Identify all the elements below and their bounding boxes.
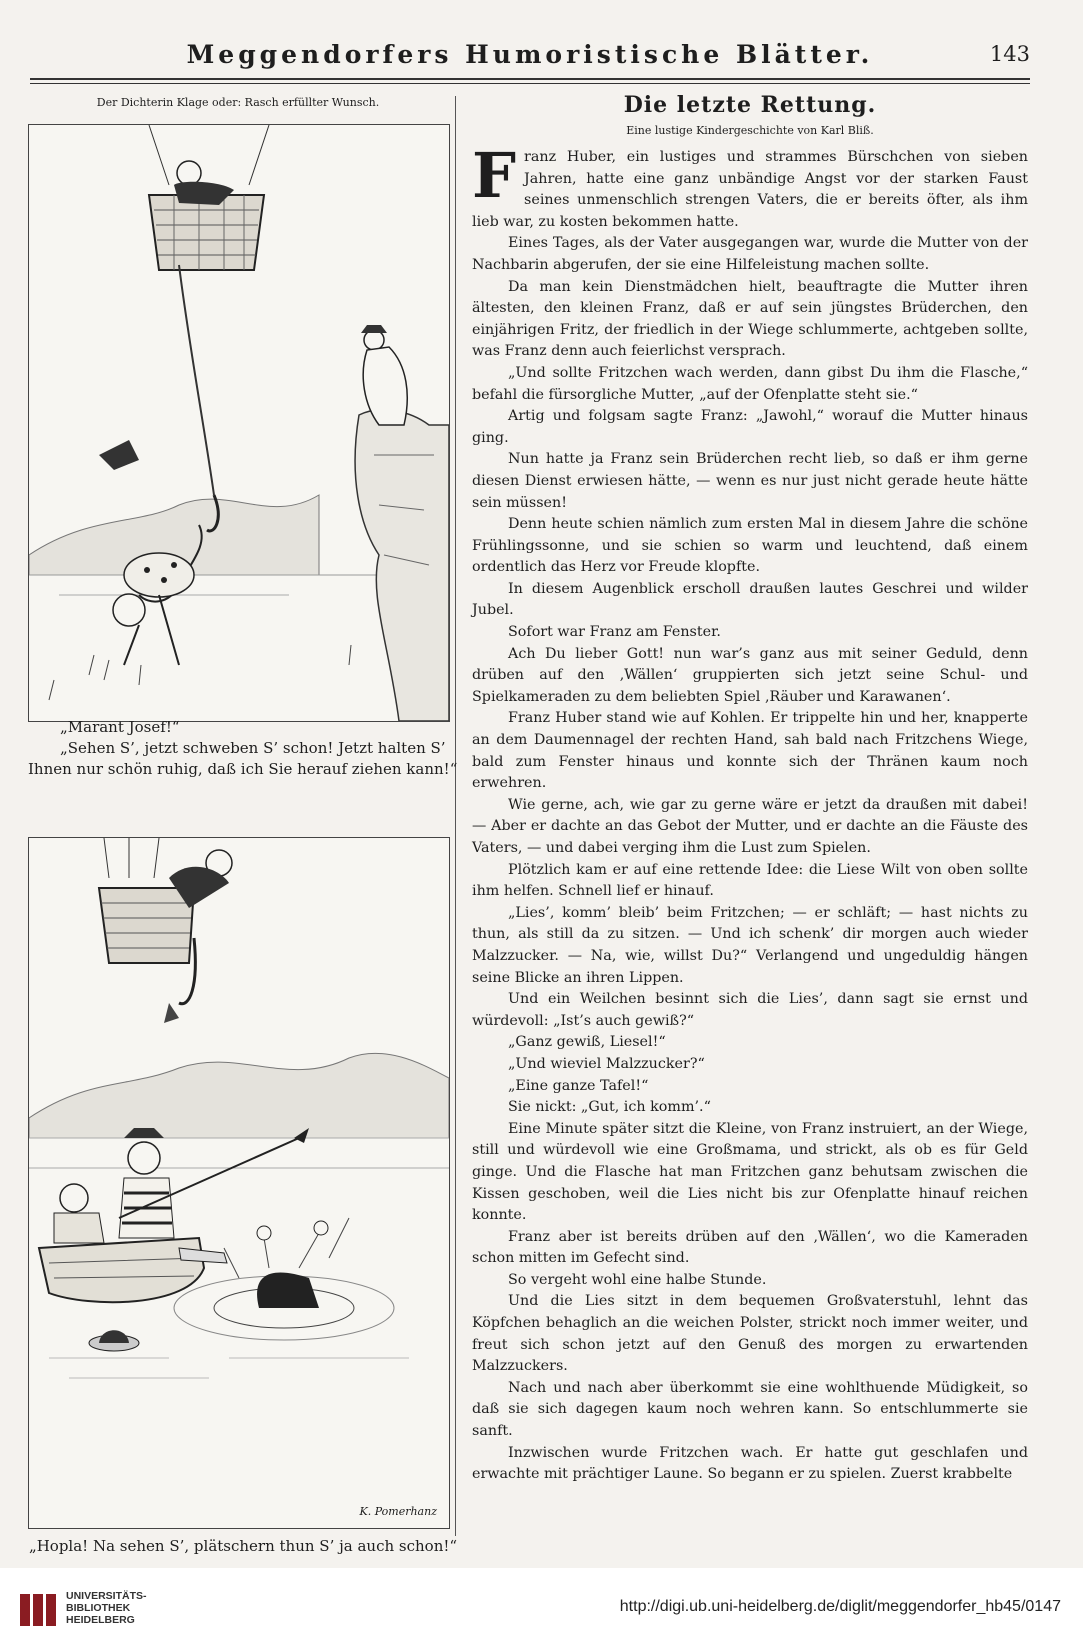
story-body: [472, 139, 1028, 1486]
journal-title: Meggendorfers Humoristische Blätter.: [186, 40, 874, 69]
story-paragraph: Und die Lies sitzt in dem bequemen Großvaterstuhl, lehnt das Köpfchen behaglich an die weichen Polster, strickt noch immer weiter, und freut sich schon jetzt auf den Genuß des morgen zu erwartenden Malzzuckers.: [472, 1293, 1028, 1375]
story-paragraph: Franz Huber stand wie auf Kohlen. Er trippelte hin und her, knapperte an dem Daumennagel der rechten Hand, sah bald nach Fritzchens Wiege, bald zum Fenster hinaus und konnte sich der Thränen kaum noch erwehren.: [472, 710, 1028, 792]
story-paragraph: „Eine ganze Tafel!“: [508, 1077, 649, 1094]
cartoon-panel-balloon: [28, 124, 450, 722]
cartoon-title: Der Dichterin Klage oder: Rasch erfüllter Wunsch.: [96, 96, 380, 109]
balloon-rescue-illustration: [29, 125, 449, 721]
header-rule-thin: [30, 83, 1030, 84]
library-name: UNIVERSITÄTS- BIBLIOTHEK HEIDELBERG: [66, 1590, 147, 1626]
story-paragraph: So vergeht wohl eine halbe Stunde.: [508, 1271, 767, 1288]
story-paragraph: Franz aber ist bereits drüben auf den ‚Wällen‘, wo die Kameraden schon mitten im Gefecht sind.: [472, 1228, 1028, 1267]
story-paragraph: Inzwischen wurde Fritzchen wach. Er hatte gut geschlafen und erwachte mit prächtiger Laune. So begann er zu spielen. Zuerst krabbelte: [472, 1444, 1028, 1483]
page-number: 143: [989, 42, 1030, 66]
cartoon-column: [28, 92, 458, 1555]
story-paragraph: „Ganz gewiß, Liesel!“: [508, 1034, 666, 1051]
story-paragraph: Sie nickt: „Gut, ich komm’.“: [508, 1099, 711, 1116]
splash-illustration: [29, 838, 449, 1528]
story-paragraph: „Lies’, komm’ bleib’ beim Fritzchen; — er schläft; — hast nichts zu thun, als still da zu sitzen. — Und ich schenk’ dir morgen auch wieder Malzzucker. — Na, wie, willst Du?“ Verlangend und ungeduldig hängen seine Blicke an ihren Lippen.: [472, 904, 1028, 986]
story-paragraph: „Und wieviel Malzzucker?“: [508, 1055, 705, 1072]
story-paragraph: Nach und nach aber überkommt sie eine wohlthuende Müdigkeit, so daß sie sich dagegen kaum noch wehren kann. So entschlummerte sie sanft.: [472, 1379, 1028, 1440]
story-column: [472, 92, 1028, 1486]
story-paragraph: Eine Minute später sitzt die Kleine, von Franz instruiert, an der Wiege, still und würdevoll wie eine Großmama, und strickt, als ob es für Geld ginge. Und die Flasche hat man Fritzchen ganz behutsam zwischen die Kissen geschoben, weil die Lies nicht bis zur Ofenplatte hinauf reichen konnte.: [472, 1120, 1028, 1224]
story-paragraph: Franz Huber, ein lustiges und strammes Bürschchen von sieben Jahren, hatte eine ganz unbändige Angst vor der starken Faust seines unmenschlich strengen Vaters, die er bereits öfter, als ihm lieb war, zu kosten bekommen hatte.: [472, 139, 1028, 230]
story-paragraph: In diesem Augenblick erscholl draußen lautes Geschrei und wilder Jubel.: [472, 580, 1028, 619]
page-header: [30, 36, 1030, 70]
story-paragraph: Nun hatte ja Franz sein Brüderchen recht lieb, so daß er ihm gerne diesen Dienst erwiesen hätte, — wenn es nur just nicht gerade heute hätte sein müssen!: [472, 451, 1028, 511]
source-url-link[interactable]: http://digi.ub.uni-heidelberg.de/diglit/meggendorfer_hb45/0147: [619, 1598, 1061, 1615]
artist-signature: K. Pomerhanz: [359, 1505, 437, 1518]
cartoon-caption-2: „Hopla! Na sehen S’, plätschern thun S’ ja auch schon!“: [28, 1537, 458, 1555]
story-paragraph: Denn heute schien nämlich zum ersten Mal in diesem Jahre die schöne Frühlingssonne, und sie schien so warm und leuchtend, daß einem ordentlich das Herz vor Freude klopfte.: [472, 516, 1028, 576]
university-library-logo-icon: [18, 1590, 58, 1630]
story-paragraph: Sofort war Franz am Fenster.: [508, 624, 721, 641]
drop-cap: F: [472, 139, 517, 212]
story-title: Die letzte Rettung.: [623, 92, 877, 118]
library-footer: [0, 1568, 1083, 1651]
story-paragraph: Ach Du lieber Gott! nun war’s ganz aus mit seiner Geduld, denn drüben auf den ‚Wällen‘ gruppierten sich jetzt seine Schul- und Spielkameraden zu dem beliebten Spiel ‚Räuber und Karawanen‘.: [472, 645, 1028, 705]
caption-dialogue: „Sehen S’, jetzt schweben S’ schon! Jetzt halten S’ Ihnen nur schön ruhig, daß ich Sie herauf ziehen kann!“: [28, 739, 458, 778]
story-paragraph: Plötzlich kam er auf eine rettende Idee: die Liese Wilt von oben sollte ihm helfen. Schnell lief er hinauf.: [472, 861, 1028, 900]
cartoon-caption-1: [28, 717, 458, 780]
story-paragraph: „Und sollte Fritzchen wach werden, dann gibst Du ihm die Flasche,“ befahl die fürsorgliche Mutter, „auf der Ofenplatte steht sie.“: [472, 364, 1028, 403]
story-paragraph: Und ein Weilchen besinnt sich die Lies’, dann sagt sie ernst und würdevoll: „Ist’s auch gewiß?“: [472, 991, 1028, 1029]
story-paragraph: Eines Tages, als der Vater ausgegangen war, wurde die Mutter von der Nachbarin abgerufen, der sie eine Hilfeleistung machen sollte.: [472, 235, 1028, 273]
caption-exclamation: „Marant Josef!“: [60, 718, 180, 736]
story-byline: Eine lustige Kindergeschichte von Karl Bliß.: [626, 124, 874, 137]
story-paragraph: Artig und folgsam sagte Franz: „Jawohl,“ worauf die Mutter hinaus ging.: [472, 408, 1028, 446]
header-rule: [30, 78, 1030, 80]
cartoon-panel-splash: [28, 837, 450, 1529]
story-paragraph: Wie gerne, ach, wie gar zu gerne wäre er jetzt da draußen mit dabei! — Aber er dachte an das Gebot der Mutter, und er dachte an die Fäuste des Vaters, — und dabei verging ihm die Lust zum Spielen.: [472, 796, 1028, 856]
story-paragraph: Da man kein Dienstmädchen hielt, beauftragte die Mutter ihren ältesten, den kleinen Franz, daß er auf sein jüngstes Brüderchen, den einjährigen Fritz, der friedlich in der Wiege schlummerte, achtgeben sollte, was Franz denn auch feierlichst versprach.: [472, 278, 1028, 360]
column-divider: [455, 96, 456, 1536]
